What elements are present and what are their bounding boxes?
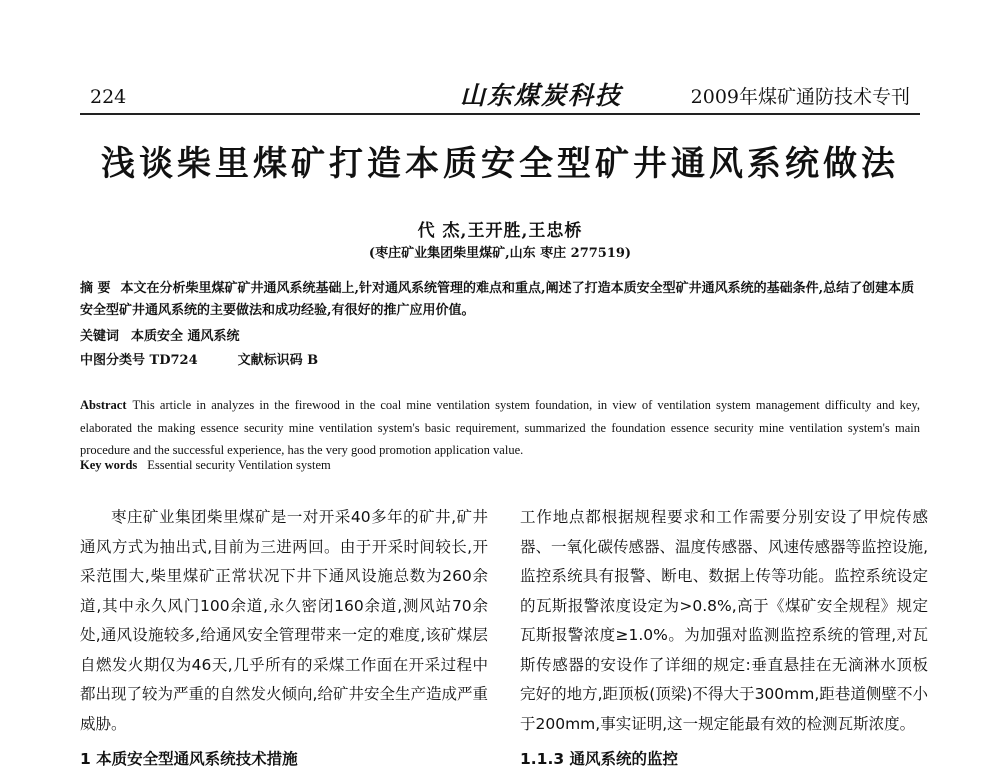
subsection-heading: 1.1.3 通风系统的监控 (520, 750, 679, 768)
keywords-cn (80, 325, 240, 344)
body-column-left (80, 503, 488, 775)
authors: 代 杰,王开胜,王忠桥 (417, 221, 583, 241)
page-header (80, 78, 920, 112)
abstract-en-label: Abstract (80, 398, 127, 412)
paper-title: 浅谈柴里煤矿打造本质安全型矿井通风系统做法 (101, 144, 899, 184)
keywords-cn-text: 本质安全 通风系统 (131, 329, 240, 344)
body-paragraph: 枣庄矿业集团柴里煤矿是一对开采40多年的矿井,矿井通风方式为抽出式,目前为三进两回。由于开采时间较长,开采范围大,柴里煤矿正常状况下井下通风设施总数为260余道,其中永久风门100余道,永久密闭160余道,测风站70余处,通风设施较多,给通风安全管理带来一定的难度,该矿煤层自燃发火期仅为46天,几乎所有的采煤工作面在开采过程中都出现了较为严重的自然发火倾向,给矿井安全生产造成严重威胁。 (80, 508, 488, 733)
abstract-en-text: This article in analyzes in the firewood in the coal mine ventilation system foundation, in view of ventilation system management difficulty and key, elaborated the making essence security mine ventilation system's basic requirement, summarized the foundation essence security mine ventilation system's main procedure and the successful experience, has the very good promotion application value. (80, 398, 920, 457)
keywords-cn-label: 关键词 (80, 329, 120, 344)
keywords-en (80, 458, 331, 473)
classification-line (80, 349, 318, 368)
section-heading: 1 本质安全型通风系统技术措施 (80, 750, 298, 768)
affiliation: (枣庄矿业集团柴里煤矿,山东 枣庄 277519) (368, 246, 632, 261)
page-number: 224 (90, 86, 127, 108)
body-column-right (520, 503, 928, 775)
abstract-cn-label: 摘 要 (80, 281, 111, 296)
document-code: 文献标识码 B (237, 353, 319, 368)
header-rule (80, 113, 920, 115)
classification-number: 中图分类号 TD724 (80, 353, 198, 368)
keywords-en-text: Essential security Ventilation system (147, 458, 331, 472)
journal-name: 山东煤炭科技 (460, 81, 623, 110)
abstract-cn-text: 本文在分析柴里煤矿矿井通风系统基础上,针对通风系统管理的难点和重点,阐述了打造本质安全型矿井通风系统的基础条件,总结了创建本质安全型矿井通风系统的主要做法和成功经验,有很好的推广应用价值。 (80, 281, 915, 318)
keywords-en-label: Key words (80, 458, 138, 472)
abstract-cn (80, 278, 920, 322)
issue-label: 2009年煤矿通防技术专刊 (690, 86, 910, 108)
abstract-en (80, 394, 920, 462)
body-paragraph: 工作地点都根据规程要求和工作需要分别安设了甲烷传感器、一氧化碳传感器、温度传感器、风速传感器等监控设施,监控系统具有报警、断电、数据上传等功能。监控系统设定的瓦斯报警浓度设定为>0.8%,高于《煤矿安全规程》规定瓦斯报警浓度≥1.0%。为加强对监测监控系统的管理,对瓦斯传感器的安设作了详细的规定:垂直悬挂在无滴淋水顶板完好的地方,距顶板(顶梁)不得大于300mm,距巷道侧壁不小于200mm,事实证明,这一规定能最有效的检测瓦斯浓度。 (520, 508, 928, 733)
